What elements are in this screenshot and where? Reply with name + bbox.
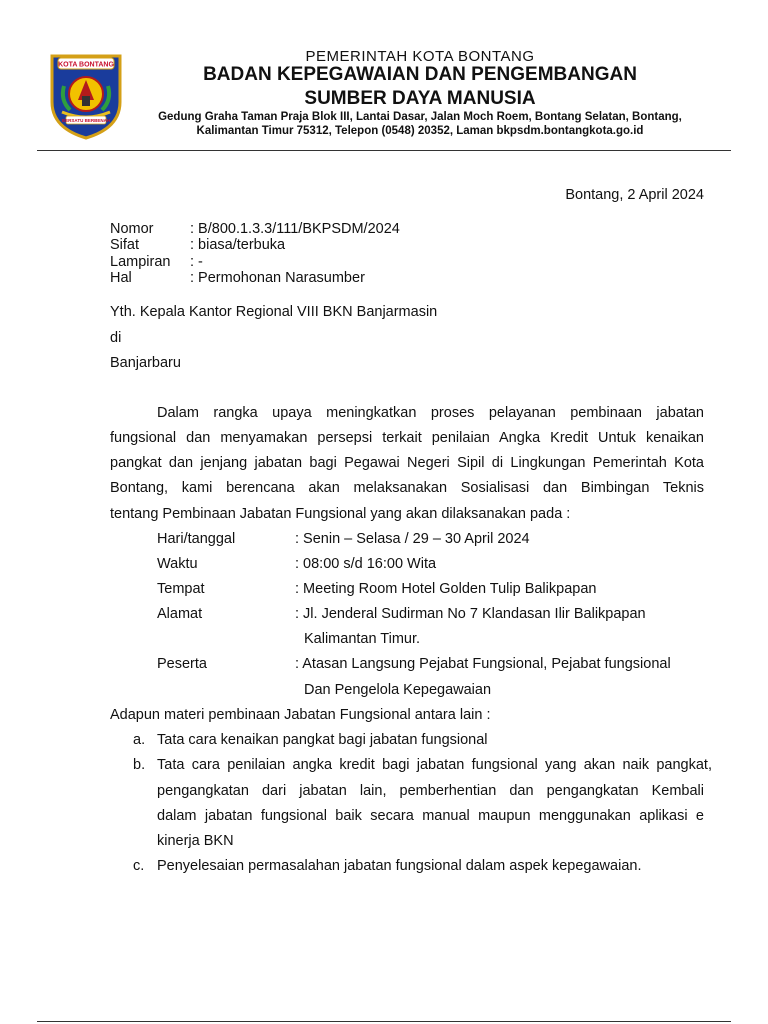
list-marker: c. — [133, 858, 145, 874]
detail-label: Peserta — [157, 656, 207, 672]
detail-value: : Jl. Jenderal Sudirman No 7 Klandasan Ilir Balikpapan — [295, 606, 646, 622]
paragraph-line: fungsional dan menyamakan persepsi terkait penilaian Angka Kredit Untuk kenaikan — [110, 430, 704, 446]
materials-intro: Adapun materi pembinaan Jabatan Fungsional antara lain : — [110, 707, 491, 723]
detail-value: : Senin – Selasa / 29 – 30 April 2024 — [295, 531, 530, 547]
list-item: Tata cara kenaikan pangkat bagi jabatan fungsional — [157, 732, 488, 748]
agency-name-line2: SUMBER DAYA MANUSIA — [304, 88, 536, 109]
list-item-continuation: kinerja BKN — [157, 833, 234, 849]
detail-value-continuation: Dan Pengelola Kepegawaian — [304, 682, 492, 698]
meta-value: : biasa/terbuka — [190, 237, 286, 253]
list-item: Tata cara penilaian angka kredit bagi jabatan fungsional yang akan naik pangkat, — [157, 757, 712, 773]
government-name: PEMERINTAH KOTA BONTANG — [305, 48, 535, 65]
detail-value-continuation: Kalimantan Timur. — [304, 631, 421, 647]
city-emblem-logo — [48, 52, 124, 140]
svg-text:KOTA BONTANG: KOTA BONTANG — [58, 61, 114, 69]
agency-address-line2: Kalimantan Timur 75312, Telepon (0548) 20352, Laman bkpsdm.bontangkota.go.id — [196, 125, 644, 137]
meta-label: Lampiran — [110, 254, 171, 270]
detail-label: Alamat — [157, 606, 203, 622]
list-item: Penyelesaian permasalahan jabatan fungsional dalam aspek kepegawaian. — [157, 858, 642, 874]
list-marker: a. — [133, 732, 146, 748]
svg-text:BERSATU BERBENAH: BERSATU BERBENAH — [61, 118, 111, 123]
recipient-name: Yth. Kepala Kantor Regional VIII BKN Banjarmasin — [110, 304, 438, 320]
page-bottom-edge — [37, 1021, 731, 1022]
list-marker: b. — [133, 757, 146, 773]
detail-value: : Atasan Langsung Pejabat Fungsional, Pejabat fungsional — [295, 656, 671, 672]
detail-label: Waktu — [157, 556, 198, 572]
list-item-continuation: dalam jabatan fungsional baik secara manual maupun menggunakan aplikasi e — [157, 808, 704, 824]
agency-name-line1: BADAN KEPEGAWAIAN DAN PENGEMBANGAN — [203, 64, 637, 85]
meta-label: Sifat — [110, 237, 140, 253]
paragraph-line: tentang Pembinaan Jabatan Fungsional yang akan dilaksanakan pada : — [110, 506, 571, 522]
meta-value: : Permohonan Narasumber — [190, 270, 365, 286]
recipient-preposition: di — [110, 330, 122, 346]
meta-label: Nomor — [110, 221, 154, 237]
recipient-city: Banjarbaru — [110, 355, 181, 371]
detail-value: : 08:00 s/d 16:00 Wita — [295, 556, 437, 572]
letter-date: Bontang, 2 April 2024 — [565, 187, 704, 203]
meta-label: Hal — [110, 270, 132, 286]
detail-value: : Meeting Room Hotel Golden Tulip Balikpapan — [295, 581, 597, 597]
agency-address-line1: Gedung Graha Taman Praja Blok III, Lantai Dasar, Jalan Moch Roem, Bontang Selatan, Bontang, — [158, 111, 682, 123]
list-item-continuation: pengangkatan dari jabatan lain, pemberhentian dan pengangkatan Kembali — [157, 783, 704, 799]
meta-value: : - — [190, 254, 203, 270]
meta-value: : B/800.1.3.3/111/BKPSDM/2024 — [190, 221, 400, 237]
paragraph-line: Dalam rangka upaya meningkatkan proses pelayanan pembinaan jabatan — [157, 405, 704, 421]
paragraph-line: Bontang, kami berencana akan melaksanakan Sosialisasi dan Bimbingan Teknis — [110, 480, 704, 496]
detail-label: Hari/tanggal — [157, 531, 236, 547]
paragraph-line: pangkat dan jenjang jabatan bagi Pegawai Negeri Sipil di Lingkungan Pemerintah Kota — [110, 455, 704, 471]
header-divider — [37, 150, 731, 151]
detail-label: Tempat — [157, 581, 205, 597]
